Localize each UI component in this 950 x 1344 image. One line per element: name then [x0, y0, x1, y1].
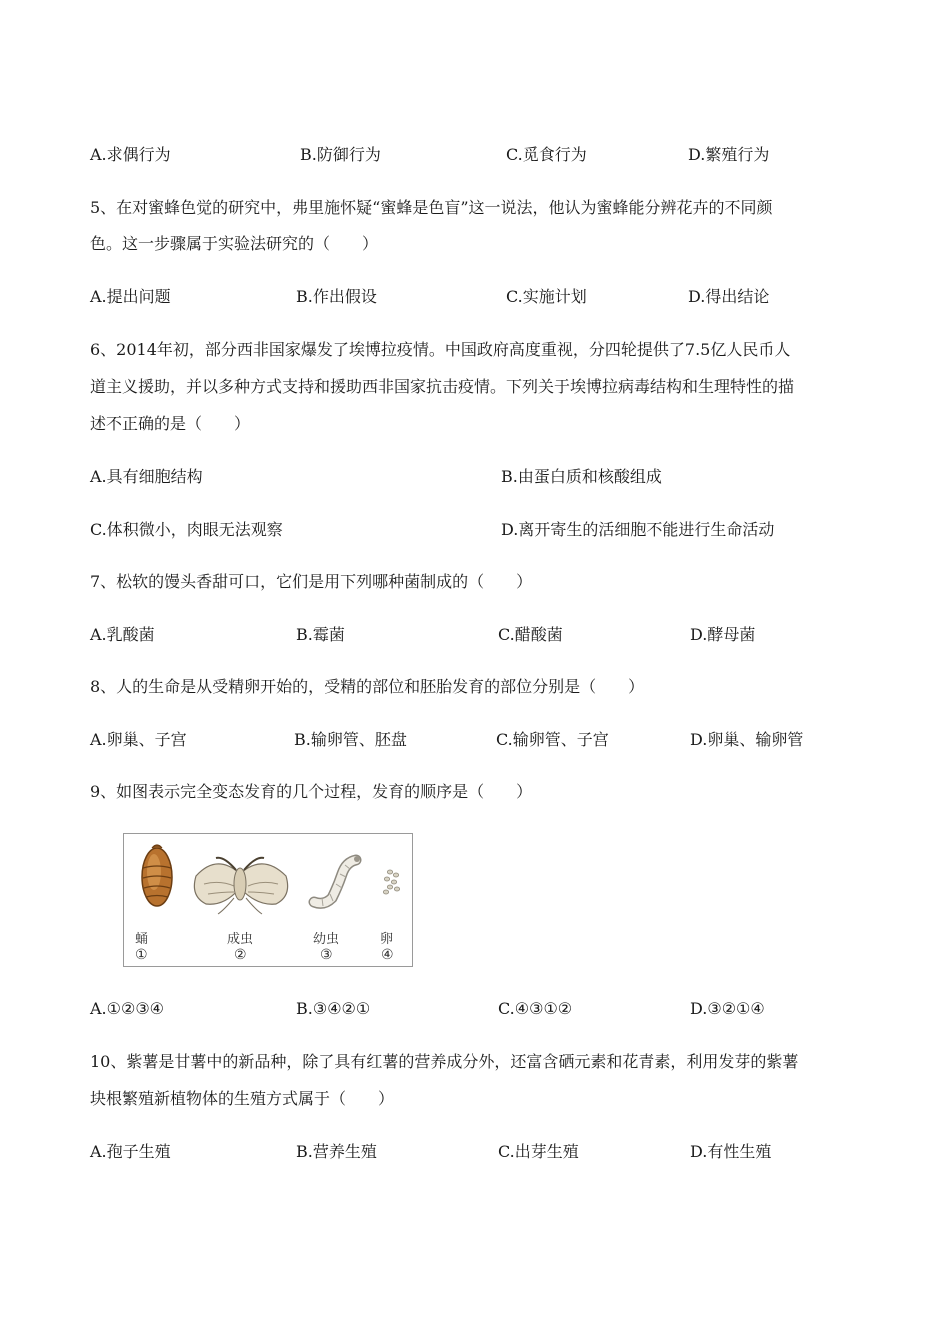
q8-option-d[interactable]: D.卵巢、输卵管 — [690, 730, 804, 749]
q9-option-d[interactable]: D.③②①④ — [690, 999, 765, 1018]
q6-option-b[interactable]: B.由蛋白质和核酸组成 — [501, 467, 662, 486]
metamorphosis-figure — [123, 833, 413, 967]
q7-option-a[interactable]: A.乳酸菌 — [90, 625, 155, 644]
q8-option-c[interactable]: C.输卵管、子宫 — [496, 730, 609, 749]
number-3: ③ — [320, 947, 333, 963]
q7-option-d[interactable]: D.酵母菌 — [690, 625, 756, 644]
metamorphosis-illustration — [124, 834, 412, 966]
q9-option-a[interactable]: A.①②③④ — [90, 999, 165, 1018]
q4-option-a[interactable]: A.求偶行为 — [90, 145, 171, 164]
number-1: ① — [135, 947, 148, 963]
q5-stem-line-2: 色。这一步骤属于实验法研究的（ ） — [90, 234, 379, 253]
label-pupa: 蛹 — [135, 932, 149, 947]
q5-option-b[interactable]: B.作出假设 — [296, 287, 377, 306]
q8-stem: 8、人的生命是从受精卵开始的，受精的部位和胚胎发育的部位分别是（ ） — [90, 677, 645, 696]
larva-image — [314, 856, 360, 906]
q6-stem-line-2: 道主义援助，并以多种方式支持和援助西非国家抗击疫情。下列关于埃博拉病毒结构和生理特性的描 — [90, 377, 795, 396]
pupa-image — [142, 845, 172, 906]
q7-option-b[interactable]: B.霉菌 — [296, 625, 345, 644]
label-larva: 幼虫 — [313, 932, 340, 947]
adult-moth-image — [194, 858, 287, 914]
q8-option-b[interactable]: B.输卵管、胚盘 — [294, 730, 407, 749]
q5-stem-line-1: 5、在对蜜蜂色觉的研究中，弗里施怀疑“蜜蜂是色盲”这一说法，他认为蜜蜂能分辨花卉的不同颜 — [90, 198, 773, 217]
q10-option-b[interactable]: B.营养生殖 — [296, 1142, 377, 1161]
number-4: ④ — [381, 947, 394, 963]
q6-stem-line-3: 述不正确的是（ ） — [90, 414, 251, 433]
q10-stem-line-1: 10、紫薯是甘薯中的新品种，除了具有红薯的营养成分外，还富含硒元素和花青素，利用发芽的紫薯 — [90, 1052, 799, 1071]
q5-option-d[interactable]: D.得出结论 — [688, 287, 770, 306]
q10-stem-line-2: 块根繁殖新植物体的生殖方式属于（ ） — [90, 1089, 395, 1108]
q10-option-c[interactable]: C.出芽生殖 — [498, 1142, 579, 1161]
q6-option-a[interactable]: A.具有细胞结构 — [90, 467, 203, 486]
q5-option-a[interactable]: A.提出问题 — [90, 287, 171, 306]
q8-option-a[interactable]: A.卵巢、子宫 — [90, 730, 187, 749]
q9-stem: 9、如图表示完全变态发育的几个过程，发育的顺序是（ ） — [90, 782, 533, 801]
q9-option-c[interactable]: C.④③①② — [498, 999, 573, 1018]
q9-option-b[interactable]: B.③④②① — [296, 999, 371, 1018]
label-adult: 成虫 — [227, 932, 254, 947]
eggs-image — [383, 870, 399, 894]
q7-stem: 7、松软的馒头香甜可口，它们是用下列哪种菌制成的（ ） — [90, 572, 533, 591]
q4-option-b[interactable]: B.防御行为 — [300, 145, 381, 164]
q4-option-c[interactable]: C.觅食行为 — [506, 145, 587, 164]
q10-option-d[interactable]: D.有性生殖 — [690, 1142, 772, 1161]
q4-option-d[interactable]: D.繁殖行为 — [688, 145, 770, 164]
label-egg: 卵 — [380, 932, 394, 947]
q6-option-c[interactable]: C.体积微小，肉眼无法观察 — [90, 520, 283, 539]
q6-stem-line-1: 6、2014年初，部分西非国家爆发了埃博拉疫情。中国政府高度重视，分四轮提供了7.5亿人民币人 — [90, 340, 791, 359]
q6-option-d[interactable]: D.离开寄生的活细胞不能进行生命活动 — [501, 520, 775, 539]
q5-option-c[interactable]: C.实施计划 — [506, 287, 587, 306]
q10-option-a[interactable]: A.孢子生殖 — [90, 1142, 171, 1161]
number-2: ② — [234, 947, 247, 963]
q7-option-c[interactable]: C.醋酸菌 — [498, 625, 563, 644]
